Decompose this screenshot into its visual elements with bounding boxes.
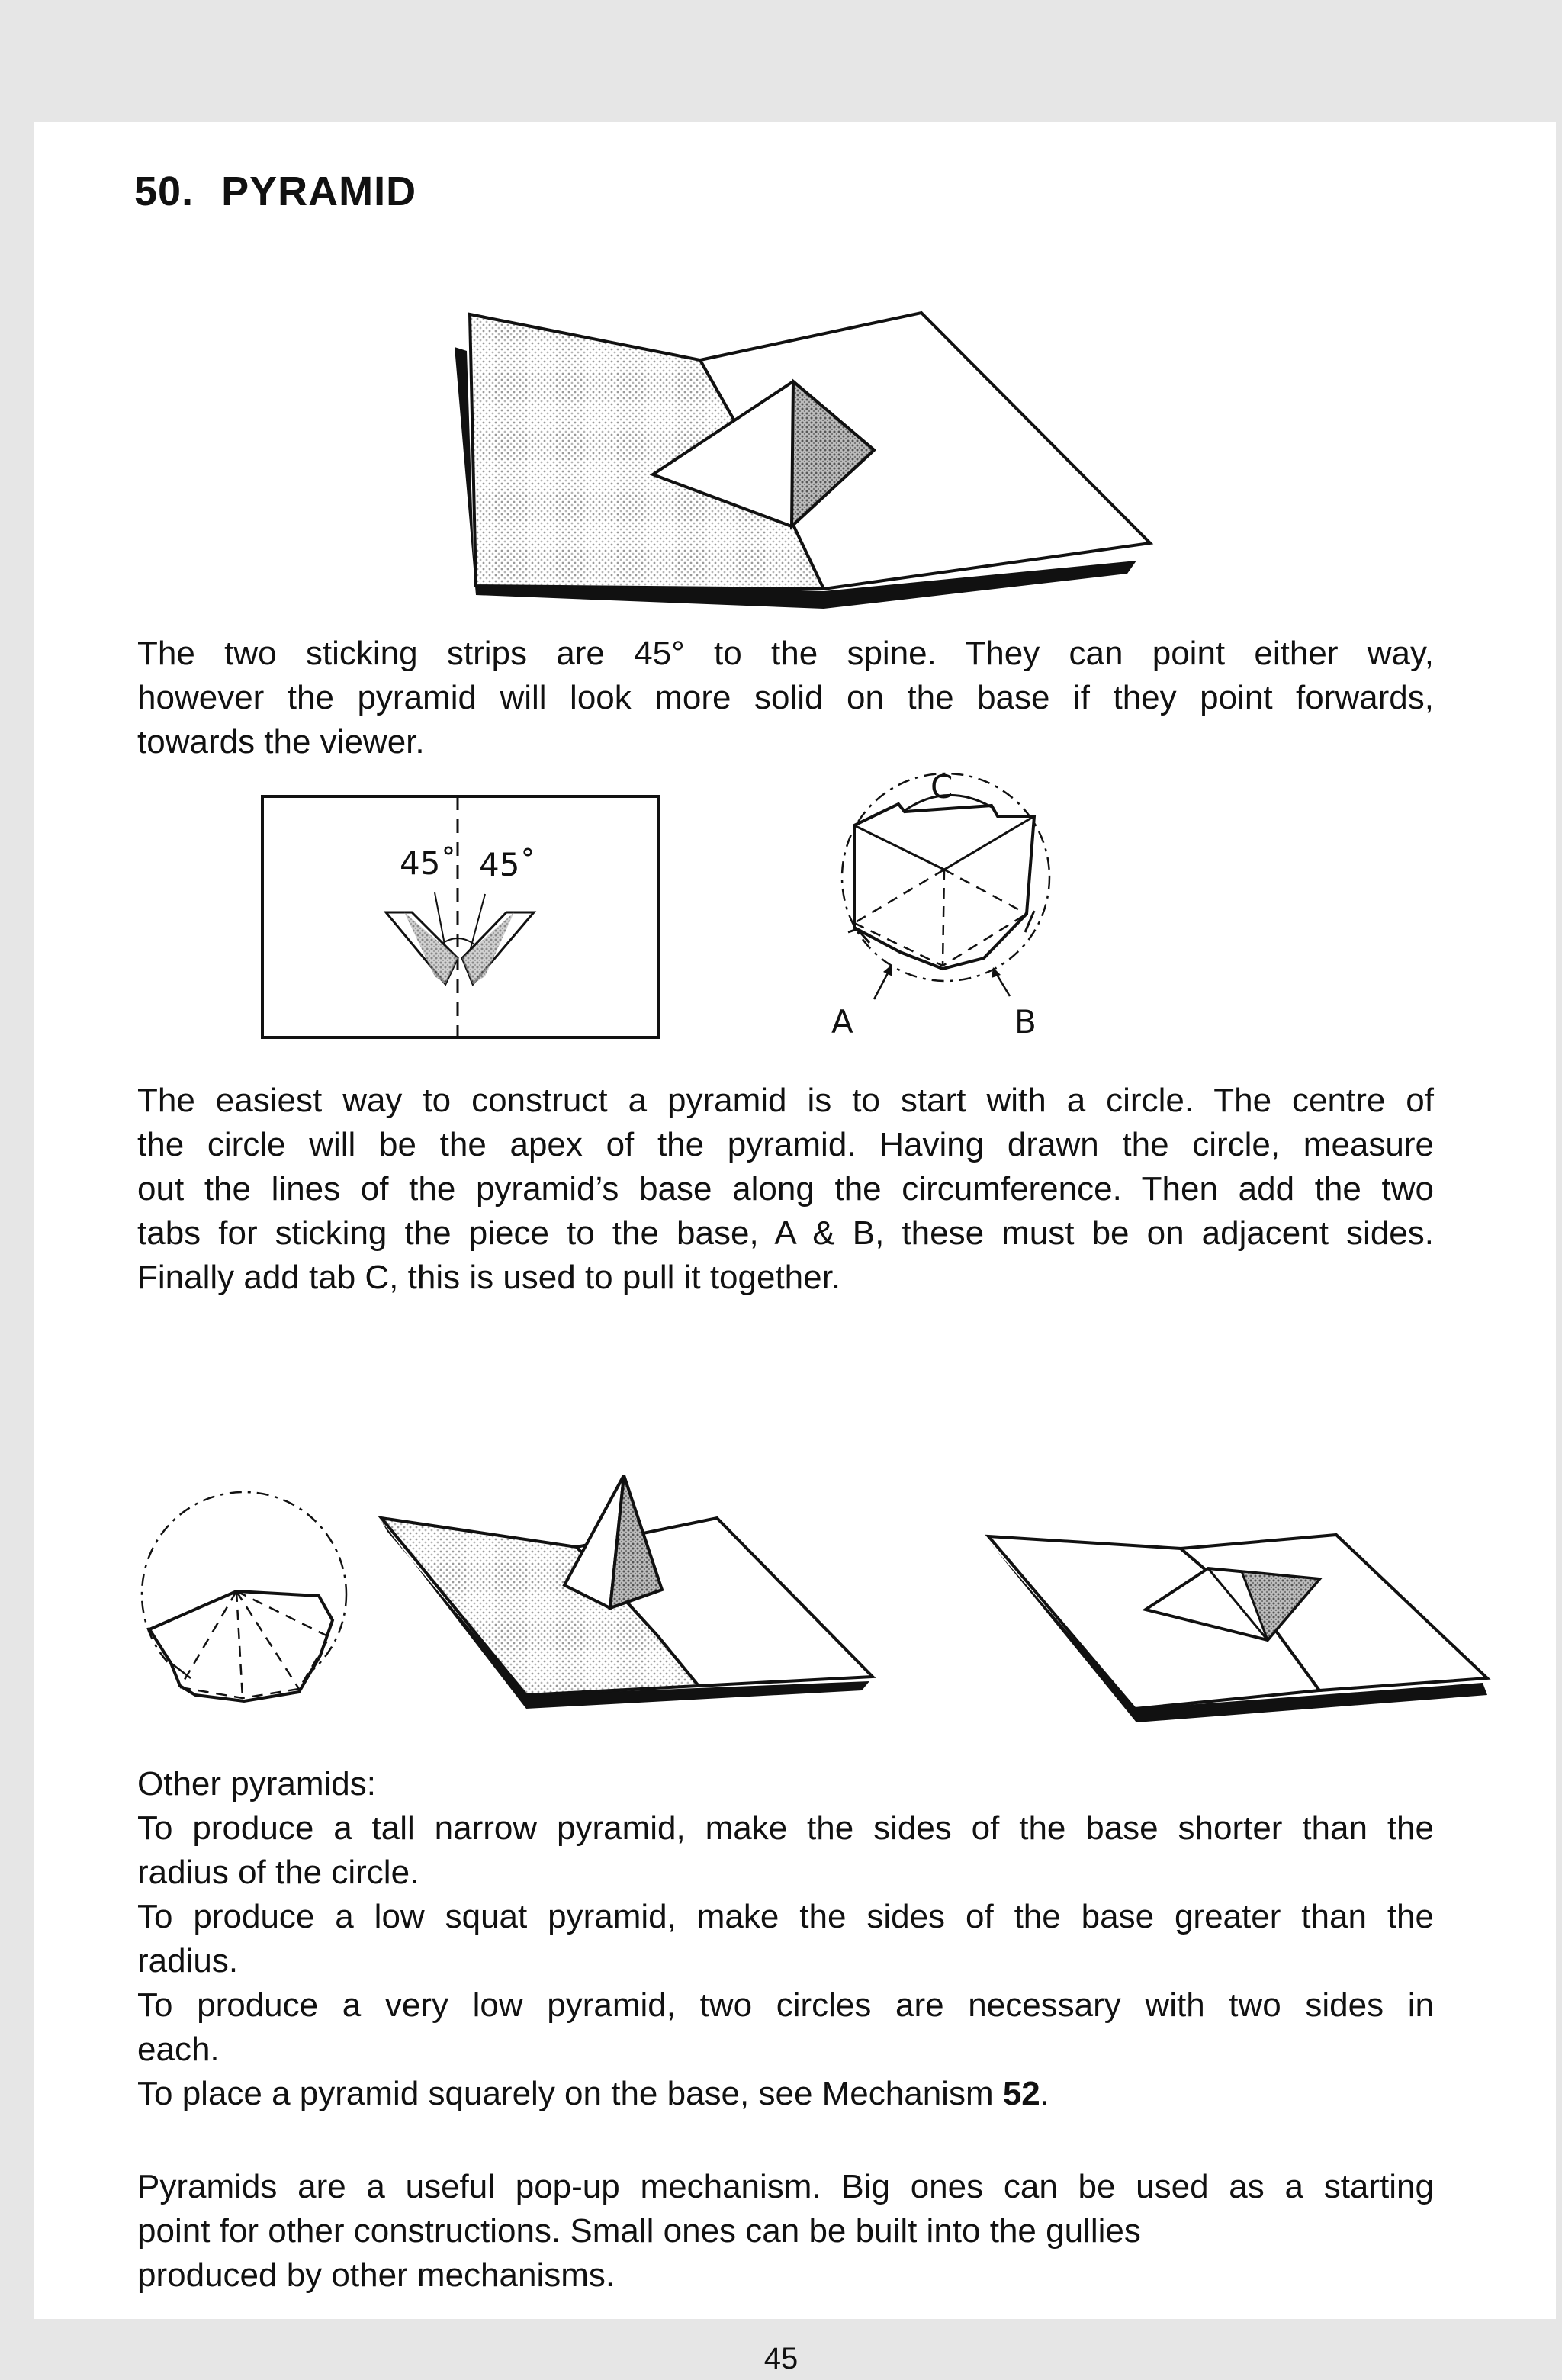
tab-label-c: C — [930, 768, 953, 806]
construction-line: The easiest way to construct a pyramid is to start with a circle. The centre of — [137, 1082, 1434, 1119]
mechanism-reference-link: 52 — [1002, 2075, 1040, 2112]
angle-label-left: 45˚ — [400, 844, 457, 882]
intro-line: towards the viewer. — [137, 723, 425, 761]
low-pyramid-card — [988, 1535, 1487, 1722]
other-pyramids-heading: Other pyramids: — [137, 1765, 376, 1803]
intro-line: however the pyramid will look more solid on the base if they point forwards, — [137, 679, 1434, 716]
mechanism-reference-line: To place a pyramid squarely on the base, see Mechanism 52. — [137, 2075, 1050, 2112]
angle-label-right: 45˚ — [479, 846, 536, 883]
closing-line: point for other constructions. Small ones can be built into the gullies — [137, 2212, 1141, 2250]
tall-pyramid-card — [381, 1475, 873, 1709]
other-pyramids-paragraph — [137, 1762, 1434, 2116]
closing-line: produced by other mechanisms. — [137, 2256, 615, 2294]
tab-label-a: A — [831, 1003, 853, 1040]
construction-line: out the lines of the pyramid’s base along the circumference. Then add the two — [137, 1170, 1434, 1208]
mechanism-number: 50. — [134, 169, 194, 214]
construction-line: Finally add tab C, this is used to pull it together. — [137, 1259, 841, 1296]
other-pyramids-line: radius. — [137, 1942, 239, 1980]
tall-pyramid-net — [142, 1492, 346, 1701]
mechanism-title: PYRAMID — [221, 169, 417, 214]
construction-line: tabs for sticking the piece to the base, A & B, these must be on adjacent sides. — [137, 1214, 1434, 1252]
other-pyramids-line: To produce a very low pyramid, two circles are necessary with two sides in — [137, 1986, 1434, 2024]
page-number: 45 — [763, 2342, 799, 2375]
construction-line: the circle will be the apex of the pyramid. Having drawn the circle, measure — [137, 1126, 1434, 1163]
tab-label-b: B — [1014, 1003, 1037, 1040]
other-pyramids-line: To produce a low squat pyramid, make the sides of the base greater than the — [137, 1898, 1434, 1935]
other-pyramids-line: To produce a tall narrow pyramid, make the sides of the base shorter than the — [137, 1809, 1434, 1847]
other-pyramids-line: each. — [137, 2031, 220, 2068]
intro-line: The two sticking strips are 45° to the spine. They can point either way, — [137, 635, 1434, 672]
other-pyramids-line: radius of the circle. — [137, 1854, 419, 1891]
closing-paragraph — [137, 2165, 1434, 2298]
closing-line: Pyramids are a useful pop-up mechanism. Big ones can be used as a starting — [137, 2168, 1434, 2205]
